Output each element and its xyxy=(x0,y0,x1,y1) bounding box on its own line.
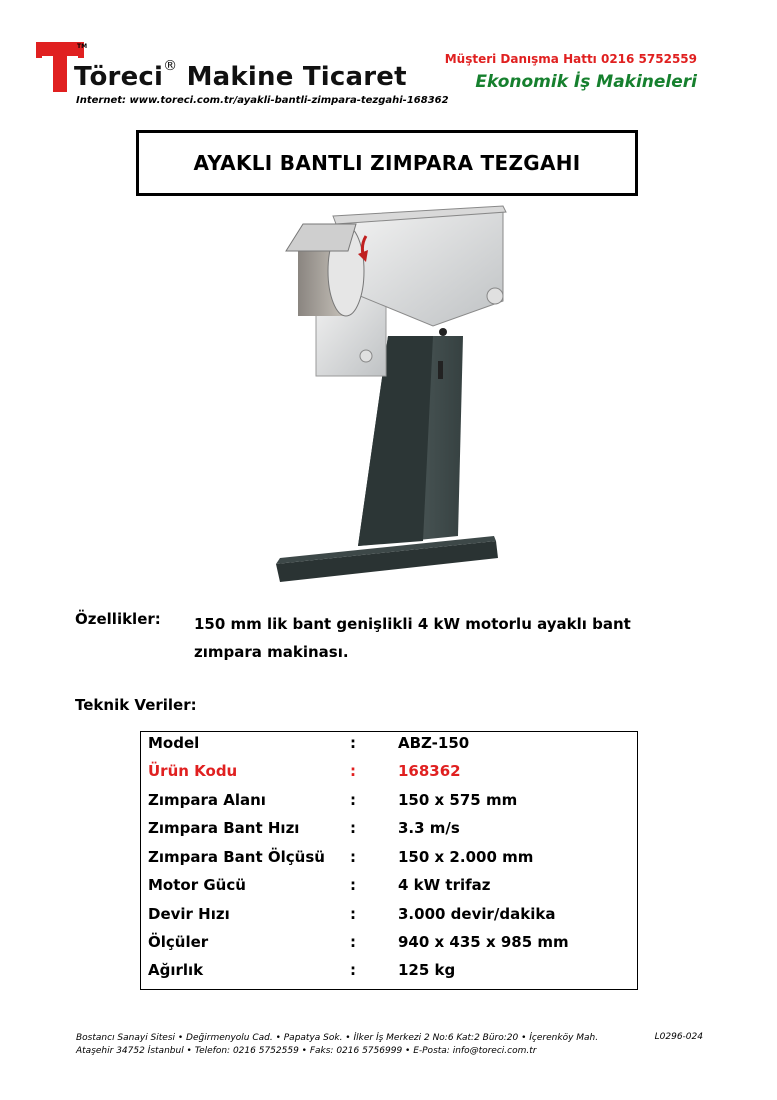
customer-hotline: Müşteri Danışma Hattı 0216 5752559 xyxy=(444,52,697,66)
footer-line-1: Bostancı Sanayi Sitesi • Değirmenyolu Cad. • Papatya Sok. • İlker İş Merkezi 2 No:6 Kat:2 Büro:20 • İçerenköy Mah. xyxy=(76,1033,599,1043)
spec-value: 125 kg xyxy=(398,961,456,979)
spec-value: ABZ-150 xyxy=(398,734,470,752)
features-text: 150 mm lik bant genişlikli 4 kW motorlu ayaklı bant zımpara makinası. xyxy=(194,615,631,661)
spec-separator: : xyxy=(350,876,356,894)
spec-row-weight xyxy=(141,961,637,989)
spec-separator: : xyxy=(350,762,356,780)
spec-key: Zımpara Bant Hızı xyxy=(148,819,300,837)
spec-separator: : xyxy=(350,905,356,923)
spec-key: Devir Hızı xyxy=(148,905,230,923)
spec-value: 168362 xyxy=(398,762,461,780)
features-label: Özellikler: xyxy=(75,610,161,628)
document-number: L0296-024 xyxy=(654,1032,703,1042)
brand-name-main: Töreci xyxy=(74,62,164,92)
belt-sander-image xyxy=(258,196,518,596)
spec-separator: : xyxy=(350,848,356,866)
spec-value: 150 x 575 mm xyxy=(398,791,518,809)
product-title-box xyxy=(136,130,638,196)
spec-key: Model xyxy=(148,734,200,752)
spec-row-rpm xyxy=(141,905,637,933)
spec-row-belt-size xyxy=(141,848,637,876)
spec-row-dimensions xyxy=(141,933,637,961)
spec-row-motor-power xyxy=(141,876,637,904)
spec-key: Zımpara Bant Ölçüsü xyxy=(148,848,325,866)
footer-address xyxy=(76,1032,598,1058)
spec-row-product-code xyxy=(141,762,637,790)
trademark-symbol: TM xyxy=(77,43,88,50)
spec-row-belt-speed xyxy=(141,819,637,847)
spec-separator: : xyxy=(350,791,356,809)
slogan: Ekonomik İş Makineleri xyxy=(475,72,697,92)
spec-key: Ürün Kodu xyxy=(148,762,238,780)
spec-key: Zımpara Alanı xyxy=(148,791,266,809)
technical-data-label: Teknik Veriler: xyxy=(75,696,197,714)
spec-value: 4 kW trifaz xyxy=(398,876,491,894)
brand-name-suffix: Makine Ticaret xyxy=(186,62,407,92)
spec-value: 3.000 devir/dakika xyxy=(398,905,556,923)
spec-value: 150 x 2.000 mm xyxy=(398,848,534,866)
spec-value: 3.3 m/s xyxy=(398,819,460,837)
spec-row-sanding-area xyxy=(141,791,637,819)
brand-name xyxy=(74,58,407,92)
spec-row-model xyxy=(141,734,637,762)
product-title: AYAKLI BANTLI ZIMPARA TEZGAHI xyxy=(193,151,581,175)
spec-separator: : xyxy=(350,933,356,951)
spec-key: Motor Gücü xyxy=(148,876,246,894)
spec-value: 940 x 435 x 985 mm xyxy=(398,933,569,951)
spec-key: Ölçüler xyxy=(148,933,209,951)
registered-mark: ® xyxy=(163,58,178,74)
spec-key: Ağırlık xyxy=(148,961,204,979)
spec-separator: : xyxy=(350,819,356,837)
technical-specs-table xyxy=(140,731,638,990)
spec-separator: : xyxy=(350,734,356,752)
internet-url[interactable]: Internet: www.toreci.com.tr/ayakli-bantli-zimpara-tezgahi-168362 xyxy=(76,95,449,106)
footer-line-2: Ataşehir 34752 İstanbul • Telefon: 0216 5752559 • Faks: 0216 5756999 • E-Posta: info@toreci.com.tr xyxy=(76,1046,537,1056)
spec-separator: : xyxy=(350,961,356,979)
